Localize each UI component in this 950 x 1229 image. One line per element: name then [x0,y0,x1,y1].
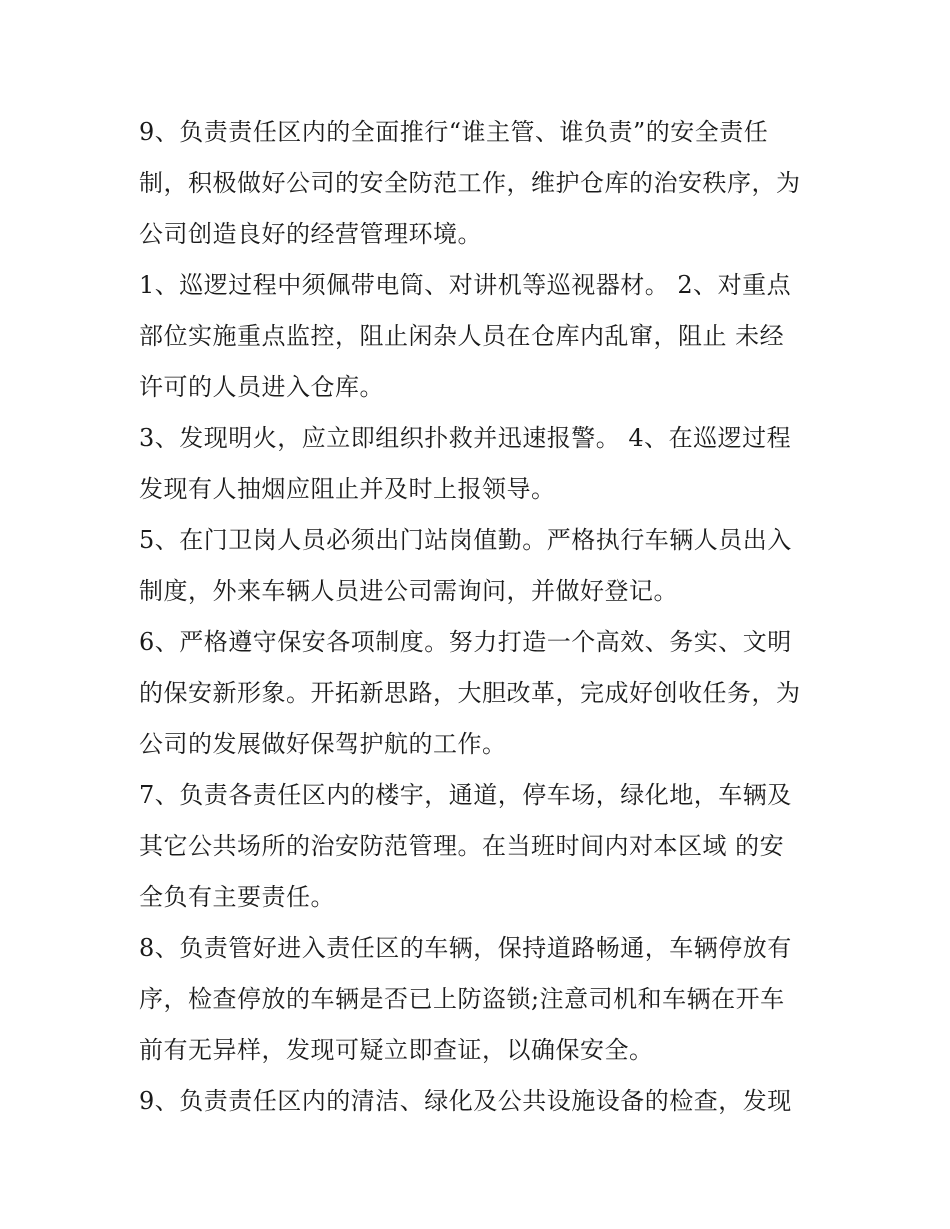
paragraph-7: 8、负责管好进入责任区的车辆，保持道路畅通，车辆停放有 序，检查停放的车辆是否已上防盗锁;注意司机和车辆在开车 前有无异样，发现可疑立即查证，以确保安全。 [139,934,792,1064]
paragraph-4: 5、在门卫岗人员必须出门站岗值勤。严格执行车辆人员出入 制度，外来车辆人员进公司需询问，并做好登记。 [139,526,792,605]
paragraph-6: 7、负责各责任区内的楼宇，通道，停车场，绿化地，车辆及 其它公共场所的治安防范管理。在当班时间内对本区域 的安 全负有主要责任。 [139,781,792,911]
paragraph-3: 3、发现明火，应立即组织扑救并迅速报警。 4、在巡逻过程 发现有人抽烟应阻止并及时上报领导。 [139,424,792,503]
document-body [139,107,819,1127]
paragraph-1: 9、负责责任区内的全面推行“谁主管、谁负责”的安全责任 制，积极做好公司的安全防范工作，维护仓库的治安秩序，为 公司创造良好的经营管理环境。 [139,118,801,248]
paragraph-2: 1、巡逻过程中须佩带电筒、对讲机等巡视器材。 2、对重点 部位实施重点监控，阻止闲杂人员在仓库内乱窜，阻止 未经 许可的人员进入仓库。 [139,271,792,401]
paragraph-5: 6、严格遵守保安各项制度。努力打造一个高效、务实、文明 的保安新形象。开拓新思路，大胆改革，完成好创收任务，为 公司的发展做好保驾护航的工作。 [139,628,801,758]
paragraph-8: 9、负责责任区内的清洁、绿化及公共设施设备的检查，发现 [139,1087,792,1115]
